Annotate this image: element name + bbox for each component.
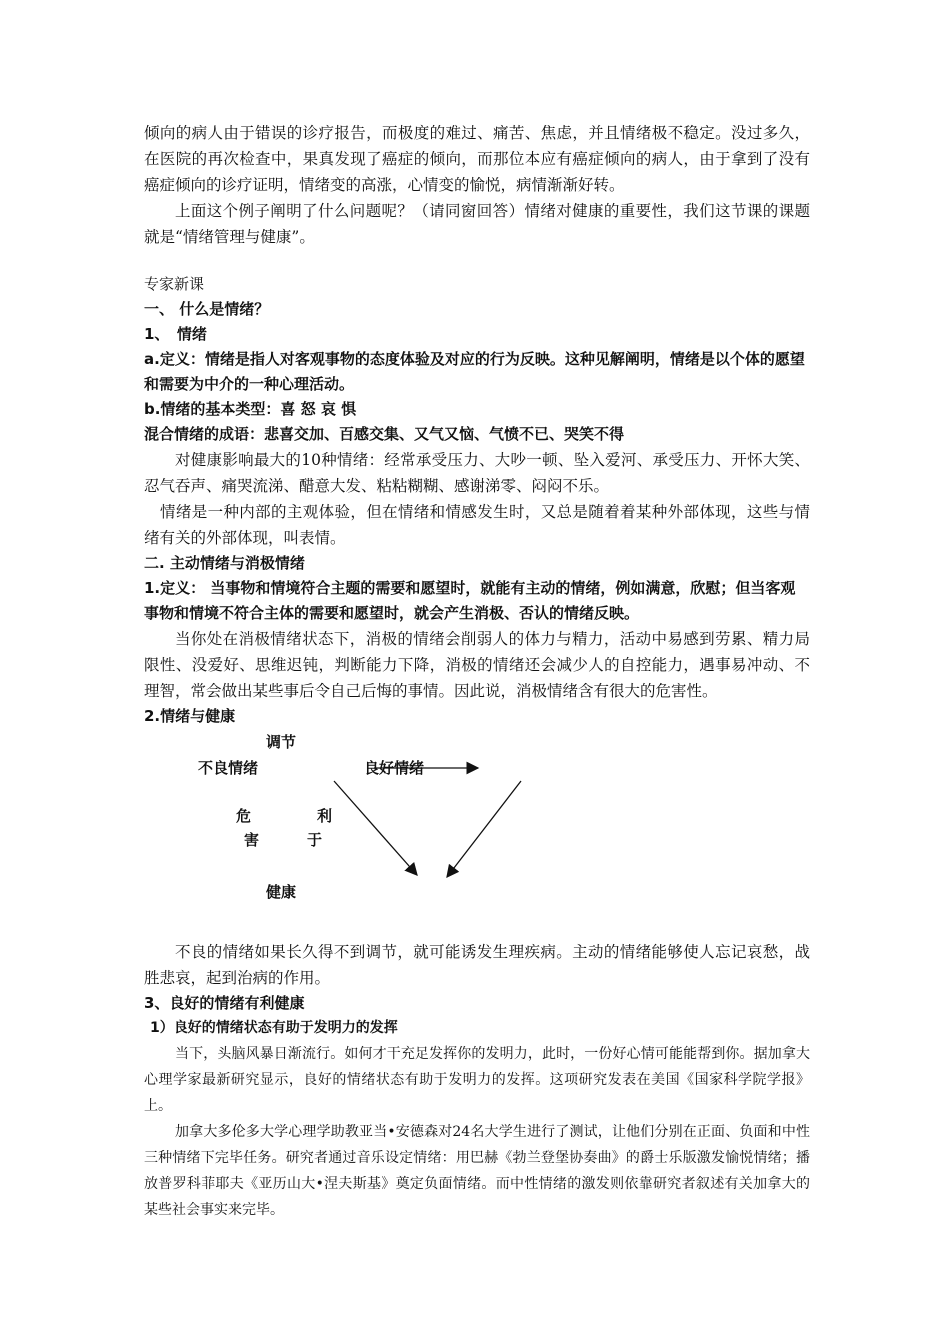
label-harm-2: 害	[244, 831, 260, 849]
document-page	[144, 120, 810, 1223]
idioms-line: 混合情绪的成语：悲喜交加、百感交集、又气又恼、气愤不已、哭笑不得	[144, 425, 625, 443]
paragraph-case-story: 倾向的病人由于错误的诊疗报告，而极度的难过、痛苦、焦虑，并且情绪极不稳定。没过多久，在医院的再次检查中，果真发现了癌症的倾向，而那位本应有癌症倾向的病人，由于拿到了没有癌症倾向的诊疗证明，情绪变的高涨，心情变的愉悦，病情渐渐好转。	[144, 124, 810, 194]
heading-positive-negative: 二. 主动情绪与消极情绪	[144, 554, 305, 572]
paragraph-case-question: 上面这个例子阐明了什么问题呢？（请同窗回答）情绪对健康的重要性，我们这节课的课题就是“情绪管理与健康”。	[144, 202, 810, 246]
heading-good-emotion-health: 3、良好的情绪有利健康	[144, 994, 305, 1012]
heading-emotion: 1、 情绪	[144, 325, 207, 343]
section-label: 专家新课	[144, 275, 205, 293]
paragraph-after-diagram: 不良的情绪如果长久得不到调节，就可能诱发生理疾病。主动的情绪能够使人忘记哀愁，战胜悲哀，起到治病的作用。	[144, 943, 810, 987]
label-bad-emotion: 不良情绪	[198, 759, 259, 777]
emotion-health-diagram	[144, 729, 810, 939]
definition-b: b.情绪的基本类型：喜 怒 哀 惧	[144, 400, 357, 418]
definition-2: 1.定义： 当事物和情境符合主题的需要和愿望时，就能有主动的情绪，例如满意，欣慰；但当客观事物和情境不符合主体的需要和愿望时，就会产生消极、否认的情绪反映。	[144, 579, 796, 622]
label-good-emotion: 良好情绪	[364, 759, 425, 777]
paragraph-study-1: 当下，头脑风暴日渐流行。如何才干充足发挥你的发明力，此时，一份好心情可能能帮到你。据加拿大心理学家最新研究显示，良好的情绪状态有助于发明力的发挥。这项研究发表在美国《国家科学院学报》上。	[144, 1046, 810, 1114]
definition-a: a.定义：情绪是指人对客观事物的态度体验及对应的行为反映。这种见解阐明，情绪是以个体的愿望和需要为中介的一种心理活动。	[144, 350, 805, 393]
arrow-good-to-health	[447, 781, 521, 877]
heading-emotion-health: 2.情绪与健康	[144, 707, 236, 725]
paragraph-top10: 对健康影响最大的10种情绪：经常承受压力、大吵一顿、坠入爱河、承受压力、开怀大笑、忍气吞声、痛哭流涕、醋意大发、粘粘糊糊、感谢涕零、闷闷不乐。	[144, 451, 810, 495]
arrow-bad-to-health	[334, 781, 417, 875]
label-harm-1: 危	[236, 807, 252, 825]
label-health: 健康	[266, 883, 297, 901]
label-benefit-2: 于	[307, 831, 323, 849]
paragraph-expression: 情绪是一种内部的主观体验，但在情绪和情感发生时，又总是随着着某种外部体现，这些与情绪有关的外部体现，叫表情。	[144, 503, 810, 547]
heading-creativity: 1）良好的情绪状态有助于发明力的发挥	[150, 1020, 398, 1036]
paragraph-study-2: 加拿大多伦多大学心理学助教亚当•安德森对24名大学生进行了测试，让他们分别在正面、负面和中性三种情绪下完毕任务。研究者通过音乐设定情绪：用巴赫《勃兰登堡协奏曲》的爵士乐版激发愉悦情绪；播放普罗科菲耶夫《亚历山大•涅夫斯基》奠定负面情绪。而中性情绪的激发则依靠研究者叙述有关加拿大的某些社会事实来完毕。	[144, 1124, 810, 1218]
heading-what-is-emotion: 一、 什么是情绪？	[144, 300, 270, 318]
paragraph-negative: 当你处在消极情绪状态下，消极的情绪会削弱人的体力与精力，活动中易感到劳累、精力局限性、没爱好、思维迟钝，判断能力下降，消极的情绪还会减少人的自控能力，遇事易冲动、不理智，常会做出某些事后令自己后悔的事情。因此说，消极情绪含有很大的危害性。	[144, 630, 810, 700]
label-benefit-1: 利	[317, 807, 333, 825]
label-regulate: 调节	[266, 733, 297, 751]
